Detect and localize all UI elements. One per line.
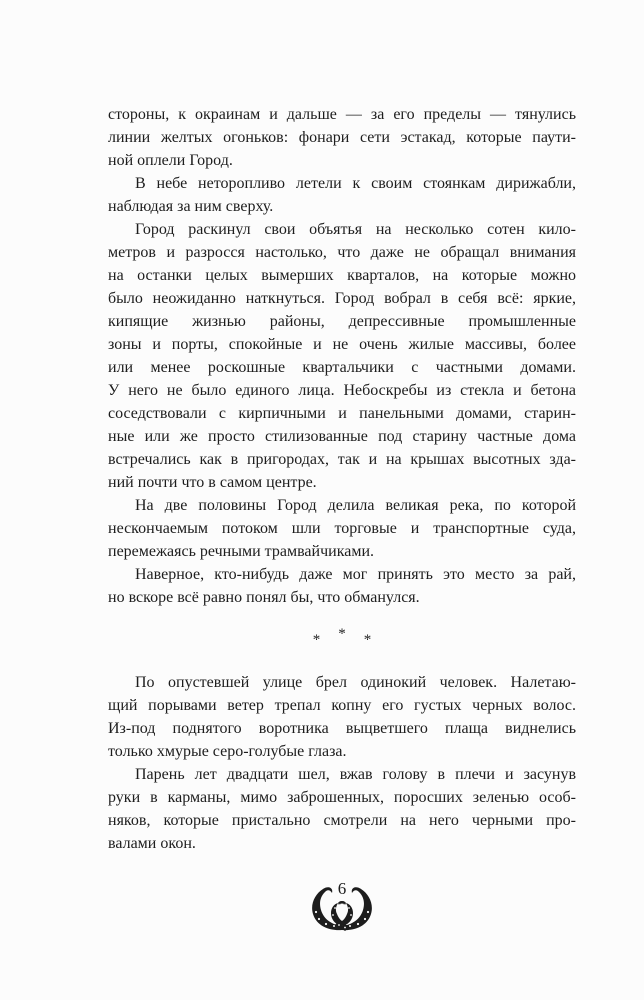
text-line: или менее роскошные квартальчики с частными домами. (108, 359, 576, 376)
text-line: встречались как в пригородах, так и на крышах высотных зда- (108, 451, 576, 468)
separator-star-icon: * (338, 625, 346, 642)
page-number: 6 (337, 879, 347, 898)
text-line: было неожиданно наткнуться. Город вобрал в себя всё: яркие, (108, 290, 576, 307)
text-line: Парень лет двадцати шел, вжав голову в плечи и засунув (135, 766, 576, 783)
text-line: наблюдая за ним сверху. (108, 198, 274, 215)
text-line: валами окон. (108, 835, 196, 852)
paragraph (108, 172, 576, 218)
text-block (108, 103, 576, 855)
page-footer (108, 880, 576, 936)
text-line: метров и разросся настолько, что даже не обращал внимания (108, 244, 576, 261)
text-section-after-break (108, 671, 576, 855)
text-line: стороны, к окраинам и дальше — за его пределы — тянулись (108, 106, 576, 123)
paragraph (108, 103, 576, 172)
paragraph (108, 763, 576, 855)
text-line: Наверное, кто-нибудь даже мог принять это место за рай, (135, 566, 576, 583)
paragraph (108, 563, 576, 609)
text-line: соседствовали с кирпичными и панельными домами, старин- (108, 405, 576, 422)
text-line: руки в карманы, мимо заброшенных, поросших зеленью особ- (108, 789, 576, 806)
text-line: ной оплели Город. (108, 152, 233, 169)
text-line: ний почти что в самом центре. (108, 474, 317, 491)
text-line: только хмурые серо-голубые глаза. (108, 743, 347, 760)
text-line: на останки целых вымерших кварталов, на которые можно (108, 267, 576, 284)
separator-star-icon: * (312, 631, 321, 648)
paragraph (108, 671, 576, 763)
footer-ornament (306, 880, 378, 934)
text-line: нескончаемым потоком шли торговые и транспортные суда, (108, 520, 576, 537)
text-line: У него не было единого лица. Небоскребы из стекла и бетона (108, 382, 576, 399)
text-line: На две половины Город делила великая река, по которой (135, 497, 576, 514)
text-line: перемежаясь речными трамвайчиками. (108, 543, 375, 560)
paragraph (108, 494, 576, 563)
text-line: щий порывами ветер трепал копну его густых черных волос. (108, 697, 576, 714)
text-line: няков, которые пристально смотрели на него черными про- (108, 812, 576, 829)
section-separator (108, 609, 576, 671)
text-section-before-break (108, 103, 576, 609)
separator-star-icon: * (363, 631, 372, 648)
paragraph (108, 218, 576, 494)
text-line: линии желтых огоньков: фонари сети эстакад, которые паути- (108, 129, 576, 146)
text-line: ные или же просто стилизованные под старину частные дома (108, 428, 576, 445)
text-line: кипящие жизнью районы, депрессивные промышленные (108, 313, 576, 330)
text-line: зоны и порты, спокойные и не очень жилые массивы, более (108, 336, 576, 353)
text-line: По опустевшей улице брел одинокий человек. Налетаю- (135, 674, 576, 691)
text-line: Из-под поднятого воротника выцветшего плаща виднелись (108, 720, 576, 737)
text-line: но вскоре всё равно понял бы, что обманулся. (108, 589, 420, 606)
text-line: В небе неторопливо летели к своим стоянкам дирижабли, (135, 175, 576, 192)
text-line: Город раскинул свои объятья на несколько сотен кило- (135, 221, 576, 238)
